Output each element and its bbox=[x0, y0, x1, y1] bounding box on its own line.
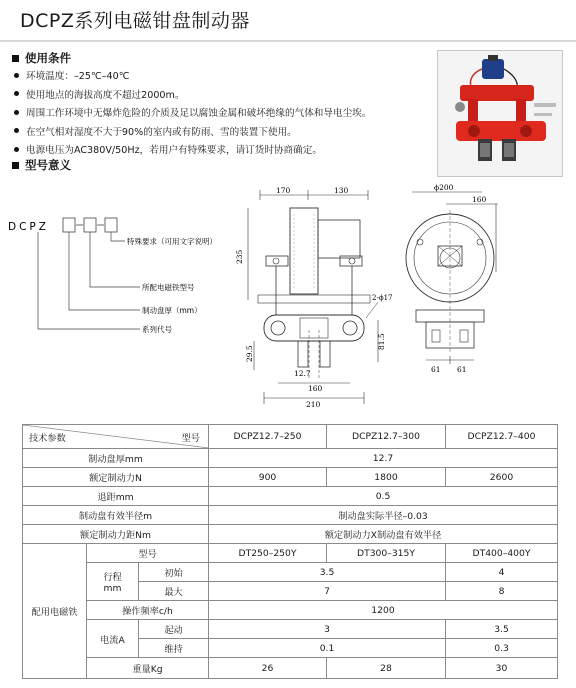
condition-text: 使用地点的海拔高度不超过2000m。 bbox=[26, 89, 185, 101]
row-value: 8 bbox=[446, 582, 558, 601]
row-value: 28 bbox=[327, 658, 446, 679]
row-value: 4 bbox=[446, 563, 558, 582]
row-value: 额定制动力X制动盘有效半径 bbox=[209, 525, 558, 544]
section-model-meaning-label: 型号意义 bbox=[25, 158, 71, 172]
row-value: 3 bbox=[209, 620, 446, 639]
side-view-drawing bbox=[398, 180, 504, 380]
code-box-2 bbox=[84, 218, 96, 232]
dim-170: 170 bbox=[276, 186, 291, 195]
row-value: 1800 bbox=[327, 468, 446, 487]
table-row bbox=[23, 563, 558, 582]
section-conditions-label: 使用条件 bbox=[25, 51, 71, 65]
row-value: DT400–400Y bbox=[446, 544, 558, 563]
bullet-icon bbox=[14, 91, 19, 96]
label-series-code: 系列代号 bbox=[142, 325, 172, 334]
row-value: 制动盘实际半径–0.03 bbox=[209, 506, 558, 525]
row-value: 3.5 bbox=[209, 563, 446, 582]
section-conditions bbox=[12, 50, 71, 66]
dim-61-b: 61 bbox=[457, 365, 467, 374]
row-label: 操作频率c/h bbox=[87, 601, 209, 620]
title-divider bbox=[0, 40, 576, 42]
list-item bbox=[14, 140, 371, 159]
condition-text: 在空气相对湿度不大于90%的室内或有防雨、雪的装置下使用。 bbox=[26, 126, 297, 138]
dim-81-5: 81.5 bbox=[377, 333, 386, 350]
row-label: 起动 bbox=[139, 620, 209, 639]
header-model: 型号 bbox=[181, 433, 200, 444]
row-label: 维持 bbox=[139, 639, 209, 658]
label-special: 特殊要求（可用文字说明） bbox=[127, 237, 217, 246]
row-label: 型号 bbox=[87, 544, 209, 563]
bullet-icon bbox=[14, 110, 19, 115]
table-row bbox=[23, 544, 558, 563]
row-label: 最大 bbox=[139, 582, 209, 601]
condition-text: 电源电压为AC380V/50Hz，若用户有特殊要求，请订货时协商确定。 bbox=[26, 145, 322, 157]
table-header-corner bbox=[23, 425, 209, 449]
table-row bbox=[23, 468, 558, 487]
row-label: 额定制动力N bbox=[23, 468, 209, 487]
stroke-unit: mm bbox=[103, 583, 122, 594]
bullet-icon bbox=[14, 147, 19, 152]
row-label: 初始 bbox=[139, 563, 209, 582]
row-label: 制动盘厚mm bbox=[23, 449, 209, 468]
row-value: DT300–315Y bbox=[327, 544, 446, 563]
row-value: 0.3 bbox=[446, 639, 558, 658]
dim-210: 210 bbox=[306, 400, 321, 409]
model-prefix: DCPZ bbox=[8, 221, 49, 233]
table-row bbox=[23, 449, 558, 468]
table-row bbox=[23, 525, 558, 544]
table-row bbox=[23, 658, 558, 679]
square-bullet-icon bbox=[12, 55, 19, 62]
current-label: 电流A bbox=[87, 620, 139, 658]
spec-table bbox=[22, 424, 558, 679]
conditions-list bbox=[14, 66, 371, 159]
condition-text: 环境温度：–25℃–40℃ bbox=[26, 71, 130, 83]
row-label: 额定制动力距Nm bbox=[23, 525, 209, 544]
dim-160: 160 bbox=[308, 384, 323, 393]
row-value: 1200 bbox=[209, 601, 558, 620]
stroke-label bbox=[87, 563, 139, 601]
label-disc-thickness: 制动盘厚（mm） bbox=[142, 306, 202, 315]
table-row bbox=[23, 487, 558, 506]
dim-160-right: 160 bbox=[472, 195, 487, 204]
section-model-meaning bbox=[12, 157, 71, 173]
dim-235: 235 bbox=[235, 249, 244, 264]
page-title: DCPZ系列电磁钳盘制动器 bbox=[20, 10, 250, 32]
code-box-1 bbox=[63, 218, 75, 232]
header-model-300: DCPZ12.7–300 bbox=[327, 425, 446, 449]
dim-29-5: 29.5 bbox=[245, 345, 254, 362]
stroke-text: 行程 bbox=[103, 572, 122, 583]
list-item bbox=[14, 66, 371, 85]
row-label: 制动盘有效半径m bbox=[23, 506, 209, 525]
table-header-row bbox=[23, 425, 558, 449]
list-item bbox=[14, 122, 371, 141]
table-row bbox=[23, 506, 558, 525]
list-item bbox=[14, 85, 371, 104]
row-value: 0.1 bbox=[209, 639, 446, 658]
row-value: 12.7 bbox=[209, 449, 558, 468]
row-value: 2600 bbox=[446, 468, 558, 487]
row-value: 0.5 bbox=[209, 487, 558, 506]
dim-12-7: 12.7 bbox=[294, 369, 311, 378]
table-row bbox=[23, 620, 558, 639]
condition-text: 周围工作环境中无爆炸危险的介质及足以腐蚀金属和破坏绝缘的气体和导电尘埃。 bbox=[26, 108, 372, 120]
row-value: 3.5 bbox=[446, 620, 558, 639]
row-value: 26 bbox=[209, 658, 327, 679]
square-bullet-icon bbox=[12, 162, 19, 169]
dim-130: 130 bbox=[334, 186, 349, 195]
row-value: DT250–250Y bbox=[209, 544, 327, 563]
front-view-drawing bbox=[228, 180, 398, 410]
header-model-250: DCPZ12.7–250 bbox=[209, 425, 327, 449]
header-param: 技术参数 bbox=[29, 433, 66, 444]
table-row bbox=[23, 601, 558, 620]
row-value: 900 bbox=[209, 468, 327, 487]
brake-photo-illustration bbox=[438, 51, 562, 176]
row-label: 重量Kg bbox=[87, 658, 209, 679]
code-box-3 bbox=[105, 218, 117, 232]
header-model-400: DCPZ12.7–400 bbox=[446, 425, 558, 449]
dim-phi200: ϕ200 bbox=[434, 183, 454, 192]
row-value: 7 bbox=[209, 582, 446, 601]
dim-61-a: 61 bbox=[431, 365, 441, 374]
dim-2phi17: 2-ϕ17 bbox=[372, 294, 393, 302]
model-code-diagram bbox=[0, 190, 217, 340]
magnet-group-label: 配用电磁铁 bbox=[23, 544, 87, 679]
row-label: 退距mm bbox=[23, 487, 209, 506]
bullet-icon bbox=[14, 73, 19, 78]
row-value: 30 bbox=[446, 658, 558, 679]
list-item bbox=[14, 103, 371, 122]
product-photo bbox=[437, 50, 563, 177]
bullet-icon bbox=[14, 128, 19, 133]
label-magnet-model: 所配电磁铁型号 bbox=[142, 283, 195, 292]
